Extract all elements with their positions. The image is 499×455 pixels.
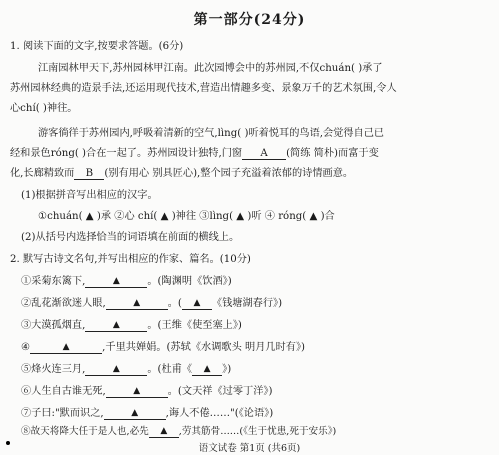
item-text: 。(杜甫《 (147, 364, 193, 375)
subquestion-1-items: ①chuán( ▲ )承 ②心 chí( ▲ )神往 ③lìng( ▲ )听 ④ róng( ▲ )合 (38, 211, 335, 222)
passage-text: 化,长廊精致而 (10, 168, 75, 179)
answer-blank[interactable] (85, 320, 147, 332)
answer-mark: ▲ (112, 276, 120, 286)
answer-mark: ▲ (133, 386, 141, 396)
answer-mark: ▲ (203, 364, 211, 374)
item-text: ,诲人不倦……"(《论语》) (165, 408, 274, 419)
item-text: ⑥人生自古谁无死, (21, 386, 106, 397)
item-text: 。(陶渊明《饮酒》) (147, 276, 232, 287)
passage-line: 心chí( )神往。 (10, 103, 78, 114)
recitation-item (21, 342, 305, 354)
answer-mark: ▲ (131, 408, 139, 418)
item-text: 。(王维《使至塞上》) (147, 320, 242, 331)
blank-b[interactable] (74, 168, 104, 180)
question-2-stem: 2. 默写古诗文名句,并写出相应的作家、篇名。(10分) (10, 254, 251, 265)
recitation-item (21, 386, 272, 398)
answer-blank[interactable] (106, 386, 168, 398)
answer-blank[interactable] (30, 342, 102, 354)
answer-blank[interactable] (85, 276, 147, 288)
passage-text: (简练 简朴)而富于变 (286, 148, 379, 159)
item-text: 。(文天祥《过零丁洋》) (167, 386, 273, 397)
passage-line: 苏州园林经典的造景手法,还运用现代技术,营造出情趣多变、景象万千的艺术氛围,令人 (10, 83, 397, 94)
passage-line: 游客徜徉于苏州园内,呼吸着清新的空气,lìng( )听着悦耳的鸟语,会觉得自己已 (38, 128, 385, 139)
page-footer: 语文试卷 第1页 (共6页) (198, 443, 301, 454)
item-text: ⑦子曰:"默而识之, (21, 408, 104, 419)
recitation-item (21, 426, 336, 438)
subquestion-1: (1)根据拼音写出相应的汉字。 (21, 190, 158, 201)
item-text: 《钱塘湖春行》) (211, 298, 283, 309)
item-text: ⑤烽火连三月, (21, 364, 86, 375)
answer-blank[interactable] (104, 408, 166, 420)
answer-mark: ▲ (193, 298, 201, 308)
blank-b-label: B (85, 168, 94, 179)
item-text: ,千里共婵娟。(苏轼《水调歌头 明月几时有》) (102, 342, 306, 353)
passage-text: 经和景色róng( )合在一起了。苏州园设计独特,门窗 (10, 148, 243, 159)
answer-blank[interactable] (106, 298, 168, 310)
item-text: 。( (167, 298, 182, 309)
subquestion-2: (2)从括号内选择恰当的词语填在前面的横线上。 (21, 232, 240, 243)
answer-blank[interactable] (182, 298, 212, 310)
answer-mark: ▲ (112, 320, 120, 330)
recitation-item (21, 364, 231, 376)
item-text: ①采菊东篱下, (21, 276, 86, 287)
answer-mark: ▲ (133, 298, 141, 308)
passage-text: (别有用心 别具匠心),整个园子充溢着浓郁的诗情画意。 (104, 168, 354, 179)
blank-a[interactable] (242, 148, 286, 160)
item-text: ⑧故天将降大任于是人也,必先 (21, 426, 149, 437)
section-title: 第一部分(24分) (193, 12, 306, 28)
item-text: ,劳其筋骨……(《生于忧患,死于安乐》) (178, 426, 337, 437)
item-text: ④ (21, 342, 31, 353)
passage-line (10, 168, 353, 180)
recitation-item (21, 276, 232, 288)
answer-mark: ▲ (160, 426, 168, 436)
answer-mark: ▲ (112, 364, 120, 374)
blank-a-label: A (260, 148, 268, 159)
passage-line (10, 148, 379, 160)
recitation-item (21, 408, 273, 420)
item-text: ③大漠孤烟直, (21, 320, 86, 331)
answer-blank[interactable] (192, 364, 222, 376)
passage-line: 江南园林甲天下,苏州园林甲江南。此次园博会中的苏州园,不仅chuán( )承了 (38, 63, 383, 74)
item-text: ②乱花渐欲迷人眼, (21, 298, 106, 309)
answer-blank[interactable] (85, 364, 147, 376)
answer-mark: ▲ (62, 342, 70, 352)
question-1-stem: 1. 阅读下面的文字,按要求答题。(6分) (10, 41, 184, 52)
recitation-item (21, 298, 282, 310)
item-text: 》) (222, 364, 232, 375)
answer-blank[interactable] (149, 426, 179, 438)
recitation-item (21, 320, 242, 332)
